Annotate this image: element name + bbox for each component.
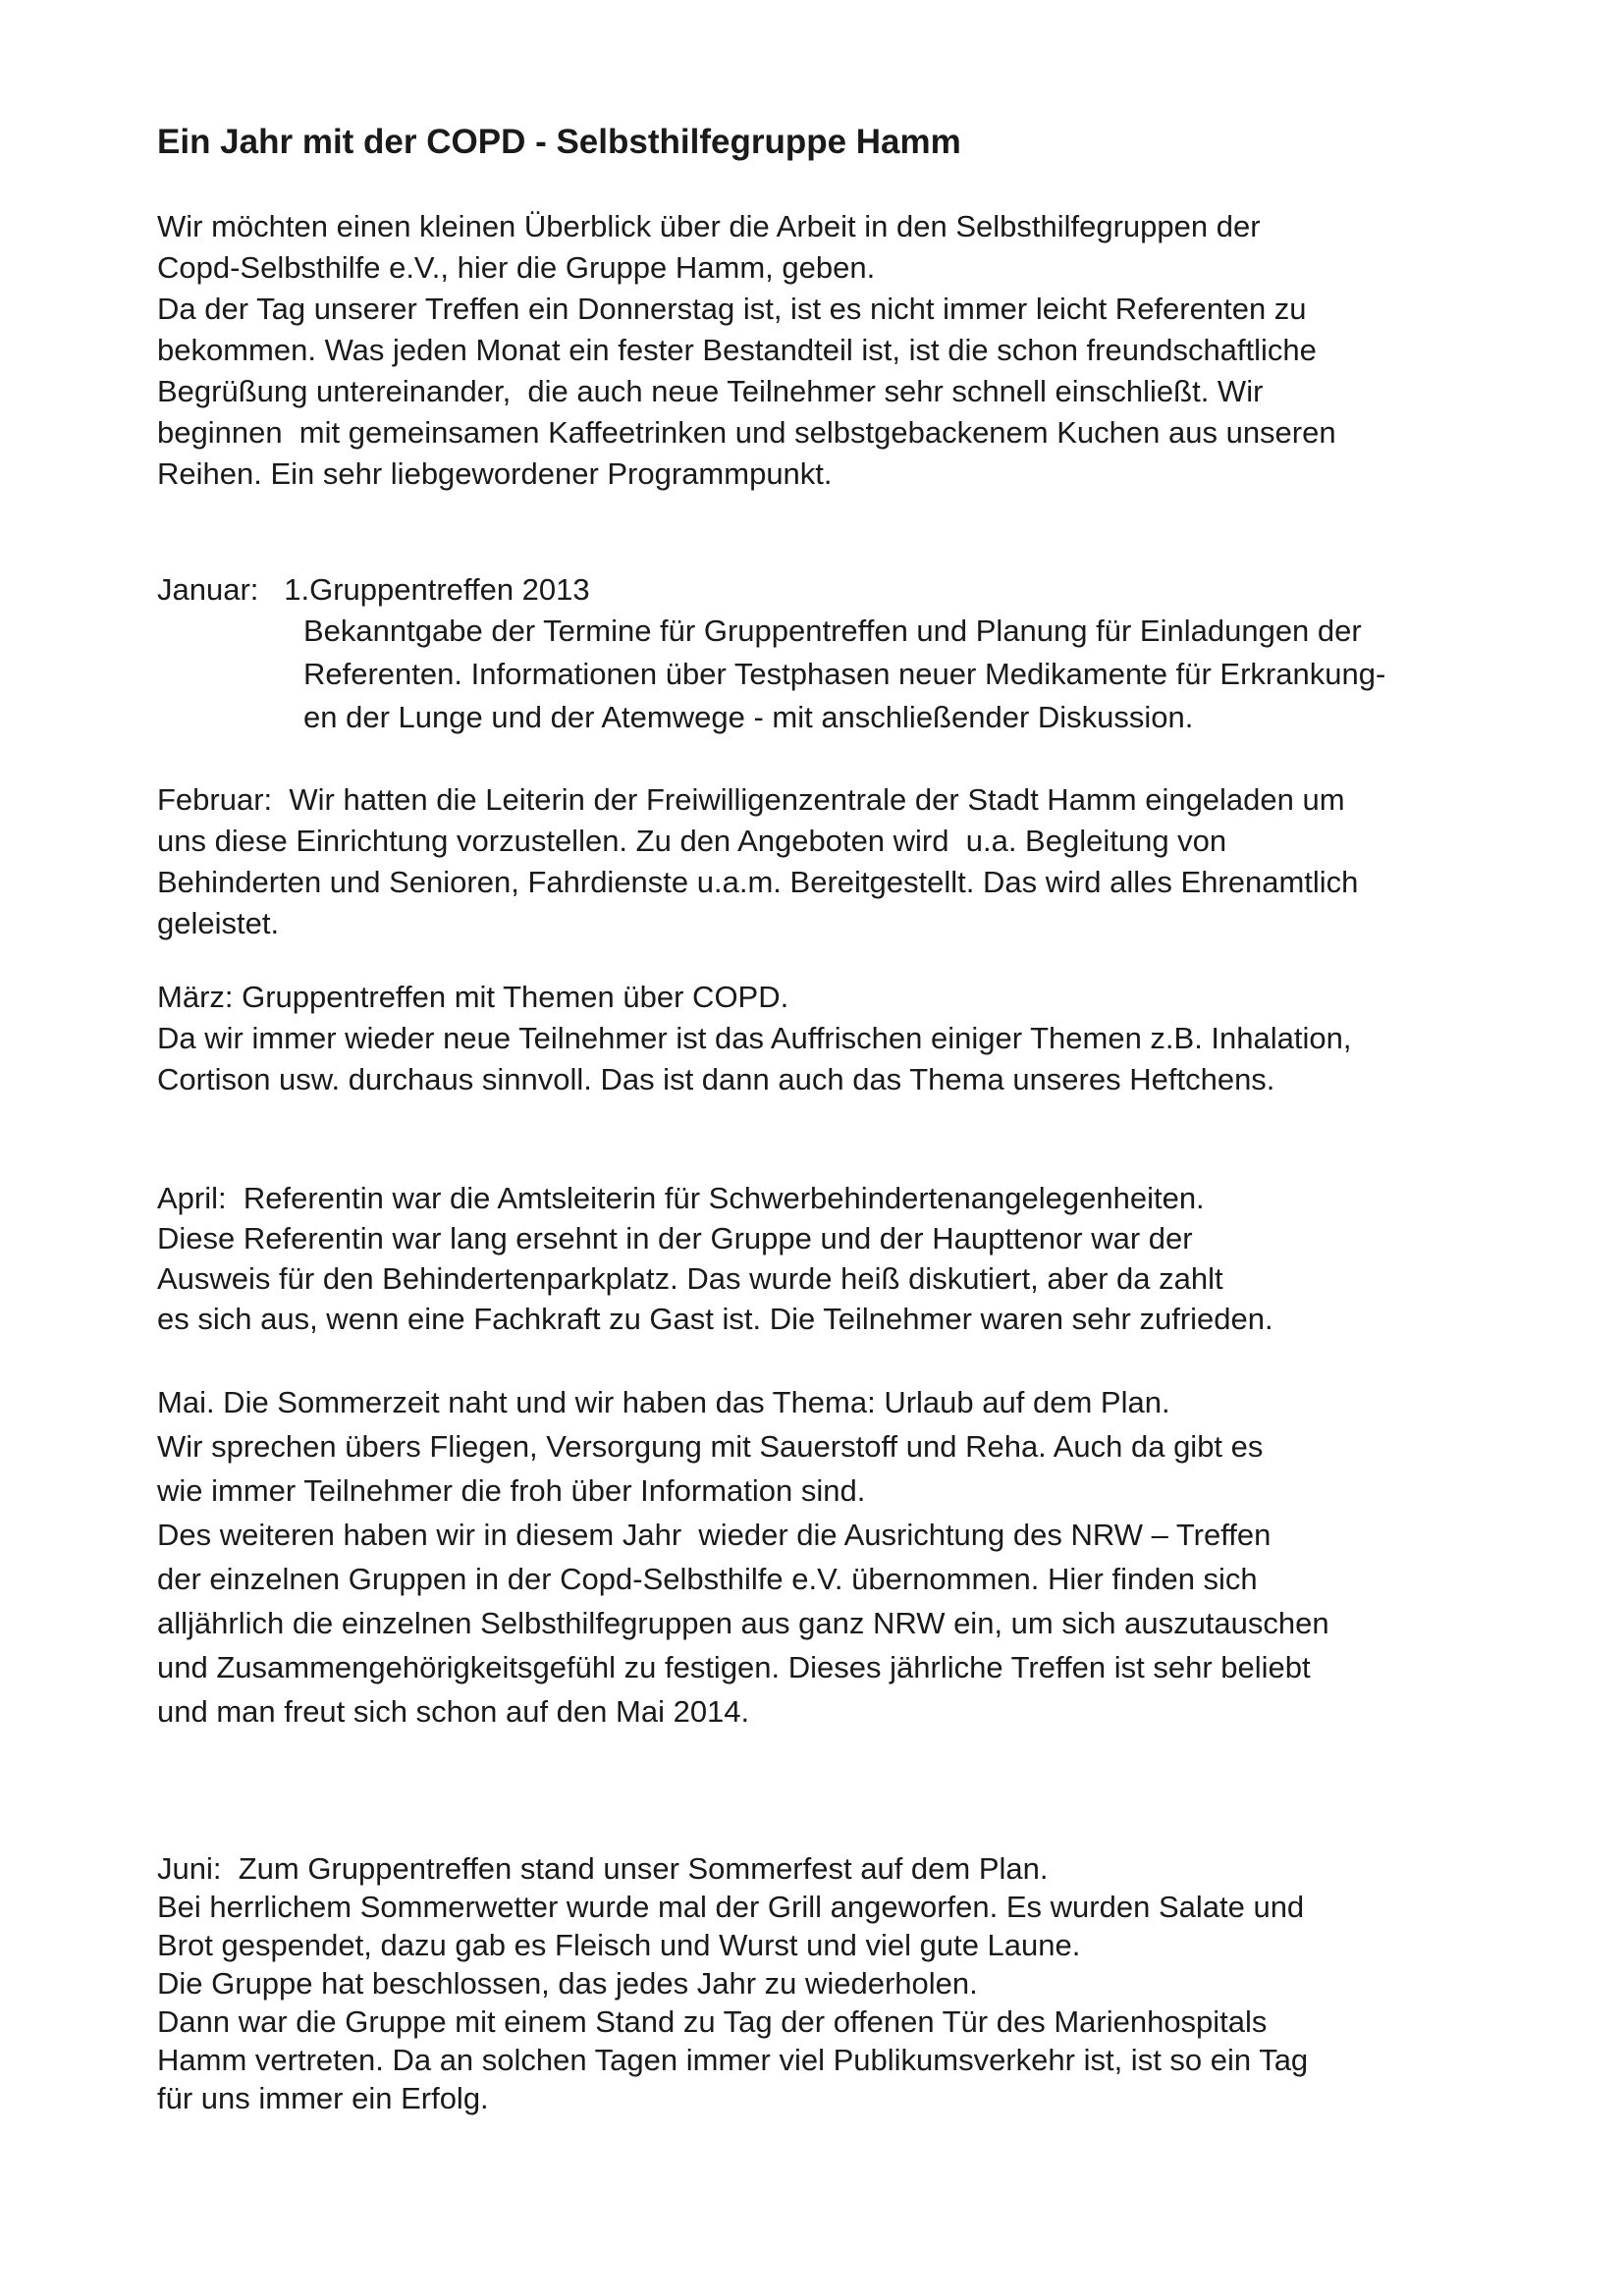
maerz-paragraph <box>157 977 1352 1100</box>
text-line: beginnen mit gemeinsamen Kaffeetrinken und selbstgebackenem Kuchen aus unseren <box>157 415 1336 450</box>
text-line: Behinderten und Senioren, Fahrdienste u.a.m. Bereitgestellt. Das wird alles Ehrenamtlich <box>157 865 1359 899</box>
text-line: und man freut sich schon auf den Mai 2014. <box>157 1694 750 1729</box>
januar-paragraph <box>303 610 1385 739</box>
text-line: Da wir immer wieder neue Teilnehmer ist das Auffrischen einiger Themen z.B. Inhalation, <box>157 1021 1352 1055</box>
text-line: Des weiteren haben wir in diesem Jahr wieder die Ausrichtung des NRW – Treffen <box>157 1518 1272 1552</box>
text-line: Referenten. Informationen über Testphasen neuer Medikamente für Erkrankung- <box>303 657 1386 691</box>
text-line: alljährlich die einzelnen Selbsthilfegruppen aus ganz NRW ein, um sich auszutauschen <box>157 1606 1329 1640</box>
text-line: Die Gruppe hat beschlossen, das jedes Jahr zu wiederholen. <box>157 1966 978 2001</box>
text-line: Wir möchten einen kleinen Überblick über die Arbeit in den Selbsthilfegruppen der <box>157 209 1261 243</box>
text-line: Bei herrlichem Sommerwetter wurde mal der Grill angeworfen. Es wurden Salate und <box>157 1890 1305 1924</box>
text-line: Wir sprechen übers Fliegen, Versorgung mit Sauerstoff und Reha. Auch da gibt es <box>157 1429 1264 1464</box>
januar-heading-block <box>157 569 590 611</box>
januar-heading: Januar: 1.Gruppentreffen 2013 <box>157 572 590 607</box>
text-line: Reihen. Ein sehr liebgewordener Programmpunkt. <box>157 456 833 491</box>
text-line: Hamm vertreten. Da an solchen Tagen immer viel Publikumsverkehr ist, ist so ein Tag <box>157 2043 1309 2077</box>
text-line: es sich aus, wenn eine Fachkraft zu Gast ist. Die Teilnehmer waren sehr zufrieden. <box>157 1302 1273 1336</box>
text-line: uns diese Einrichtung vorzustellen. Zu den Angeboten wird u.a. Begleitung von <box>157 824 1227 858</box>
text-line: bekommen. Was jeden Monat ein fester Bestandteil ist, ist die schon freundschaftliche <box>157 333 1317 367</box>
text-line: Begrüßung untereinander, die auch neue Teilnehmer sehr schnell einschließt. Wir <box>157 374 1264 408</box>
text-line: Diese Referentin war lang ersehnt in der Gruppe und der Haupttenor war der <box>157 1221 1193 1255</box>
februar-paragraph <box>157 779 1358 944</box>
text-line: Da der Tag unserer Treffen ein Donnerstag ist, ist es nicht immer leicht Referenten zu <box>157 292 1307 326</box>
text-line: Februar: Wir hatten die Leiterin der Freiwilligenzentrale der Stadt Hamm eingeladen um <box>157 782 1345 817</box>
text-line: Cortison usw. durchaus sinnvoll. Das ist dann auch das Thema unseres Heftchens. <box>157 1062 1275 1096</box>
text-line: geleistet. <box>157 906 280 940</box>
text-line: und Zusammengehörigkeitsgefühl zu festigen. Dieses jährliche Treffen ist sehr beliebt <box>157 1650 1311 1684</box>
mai-paragraph <box>157 1382 1329 1735</box>
text-line: Bekanntgabe der Termine für Gruppentreffen und Planung für Einladungen der <box>303 614 1362 648</box>
text-line: der einzelnen Gruppen in der Copd-Selbsthilfe e.V. übernommen. Hier finden sich <box>157 1562 1258 1596</box>
text-line: wie immer Teilnehmer die froh über Information sind. <box>157 1473 866 1508</box>
text-line: April: Referentin war die Amtsleiterin für Schwerbehindertenangelegenheiten. <box>157 1181 1205 1215</box>
text-line: für uns immer ein Erfolg. <box>157 2081 489 2115</box>
text-line: Juni: Zum Gruppentreffen stand unser Sommerfest auf dem Plan. <box>157 1851 1049 1886</box>
text-line: Copd-Selbsthilfe e.V., hier die Gruppe Hamm, geben. <box>157 250 876 285</box>
text-line: März: Gruppentreffen mit Themen über COPD. <box>157 980 789 1014</box>
text-line: Ausweis für den Behindertenparkplatz. Das wurde heiß diskutiert, aber da zahlt <box>157 1261 1223 1296</box>
text-line: Mai. Die Sommerzeit naht und wir haben das Thema: Urlaub auf dem Plan. <box>157 1385 1170 1419</box>
text-line: Brot gespendet, dazu gab es Fleisch und Wurst und viel gute Laune. <box>157 1928 1081 1962</box>
april-paragraph <box>157 1178 1273 1339</box>
text-line: Dann war die Gruppe mit einem Stand zu Tag der offenen Tür des Marienhospitals <box>157 2004 1268 2039</box>
intro-paragraph <box>157 206 1336 495</box>
text-line: en der Lunge und der Atemwege - mit anschließender Diskussion. <box>303 700 1194 734</box>
page-title: Ein Jahr mit der COPD - Selbsthilfegruppe Hamm <box>157 123 961 161</box>
juni-paragraph <box>157 1848 1308 2116</box>
